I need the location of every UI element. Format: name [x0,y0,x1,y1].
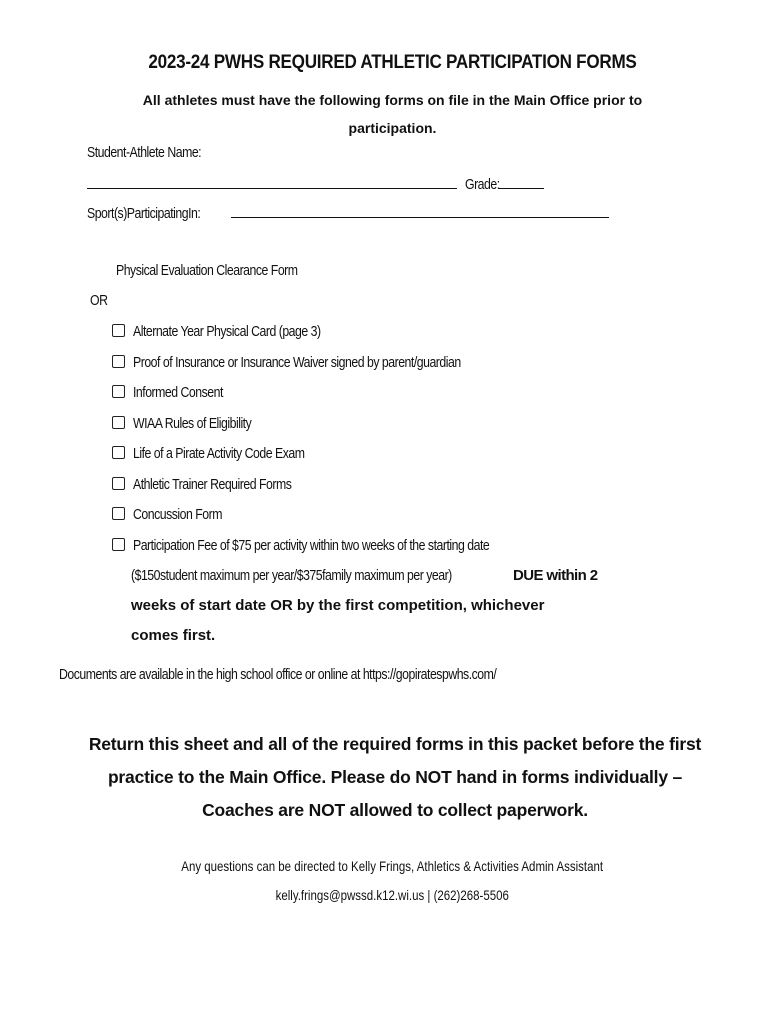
or-wrap [90,292,111,309]
checklist-item[interactable]: Informed Consent [112,384,243,401]
form-subtitle: All athletes must have the following forms on file in the Main Office prior to participation. [142,92,643,136]
checkbox-icon[interactable] [112,477,125,490]
student-name-field[interactable] [87,174,457,189]
student-name-label: Student-Athlete Name: [87,144,202,161]
checklist-item[interactable]: Athletic Trainer Required Forms [112,476,326,493]
sport-field[interactable] [231,203,609,218]
grade-label: Grade: [464,176,500,193]
documents-note-wrap [59,666,592,683]
checklist-item[interactable]: Alternate Year Physical Card (page 3) [112,323,362,340]
contact-line-1: Any questions can be directed to Kelly Frings, Athletics & Activities Admin Assistant [181,858,604,874]
sport-row [87,203,609,222]
sport-label: Sport(s)ParticipatingIn: [87,205,201,222]
documents-note: Documents are available in the high school office or online at https://gopiratespwhs.com/ [59,666,497,683]
fee-continuation: ($150student maximum per year/$375family maximum per year) [131,567,452,584]
checkbox-icon[interactable] [112,324,125,337]
fee-due-line3: comes first. [131,627,216,644]
checkbox-icon[interactable] [112,416,125,429]
physical-eval-wrap [116,262,337,279]
or-label: OR [90,292,108,309]
contact-line-2-wrap [0,887,770,903]
checklist-item[interactable]: Life of a Pirate Activity Code Exam [112,445,342,462]
contact-line-1-wrap [0,858,770,874]
fee-due: DUE within 2 [513,567,598,584]
return-instructions: Return this sheet and all of the required forms in this packet before the first practice to the Main Office. Please do NOT hand in forms individually – Coaches are NOT allowed to collect paperwork. [88,734,702,820]
checkbox-icon[interactable] [112,446,125,459]
checklist-item[interactable]: WIAA Rules of Eligibility [112,415,277,432]
checkbox-icon[interactable] [112,507,125,520]
checkbox-icon[interactable] [112,538,125,551]
checkbox-icon[interactable] [112,385,125,398]
name-grade-row [87,174,544,193]
fee-continuation-row [131,567,598,584]
checkbox-icon[interactable] [112,355,125,368]
checklist-item[interactable]: Concussion Form [112,506,242,523]
contact-line-2: kelly.frings@pwssd.k12.wi.us | (262)268-5506 [275,887,510,903]
fee-due-line2: weeks of start date OR by the first competition, whichever [131,597,545,614]
student-name-label-wrap [87,144,226,161]
checklist-item[interactable]: Proof of Insurance or Insurance Waiver signed by parent/guardian [112,354,533,371]
checklist-item-fee[interactable]: Participation Fee of $75 per activity within two weeks of the starting date [112,537,567,554]
physical-eval-item: Physical Evaluation Clearance Form [116,262,298,279]
grade-field[interactable] [498,174,544,189]
form-title: 2023-24 PWHS REQUIRED ATHLETIC PARTICIPATION FORMS [148,52,637,73]
